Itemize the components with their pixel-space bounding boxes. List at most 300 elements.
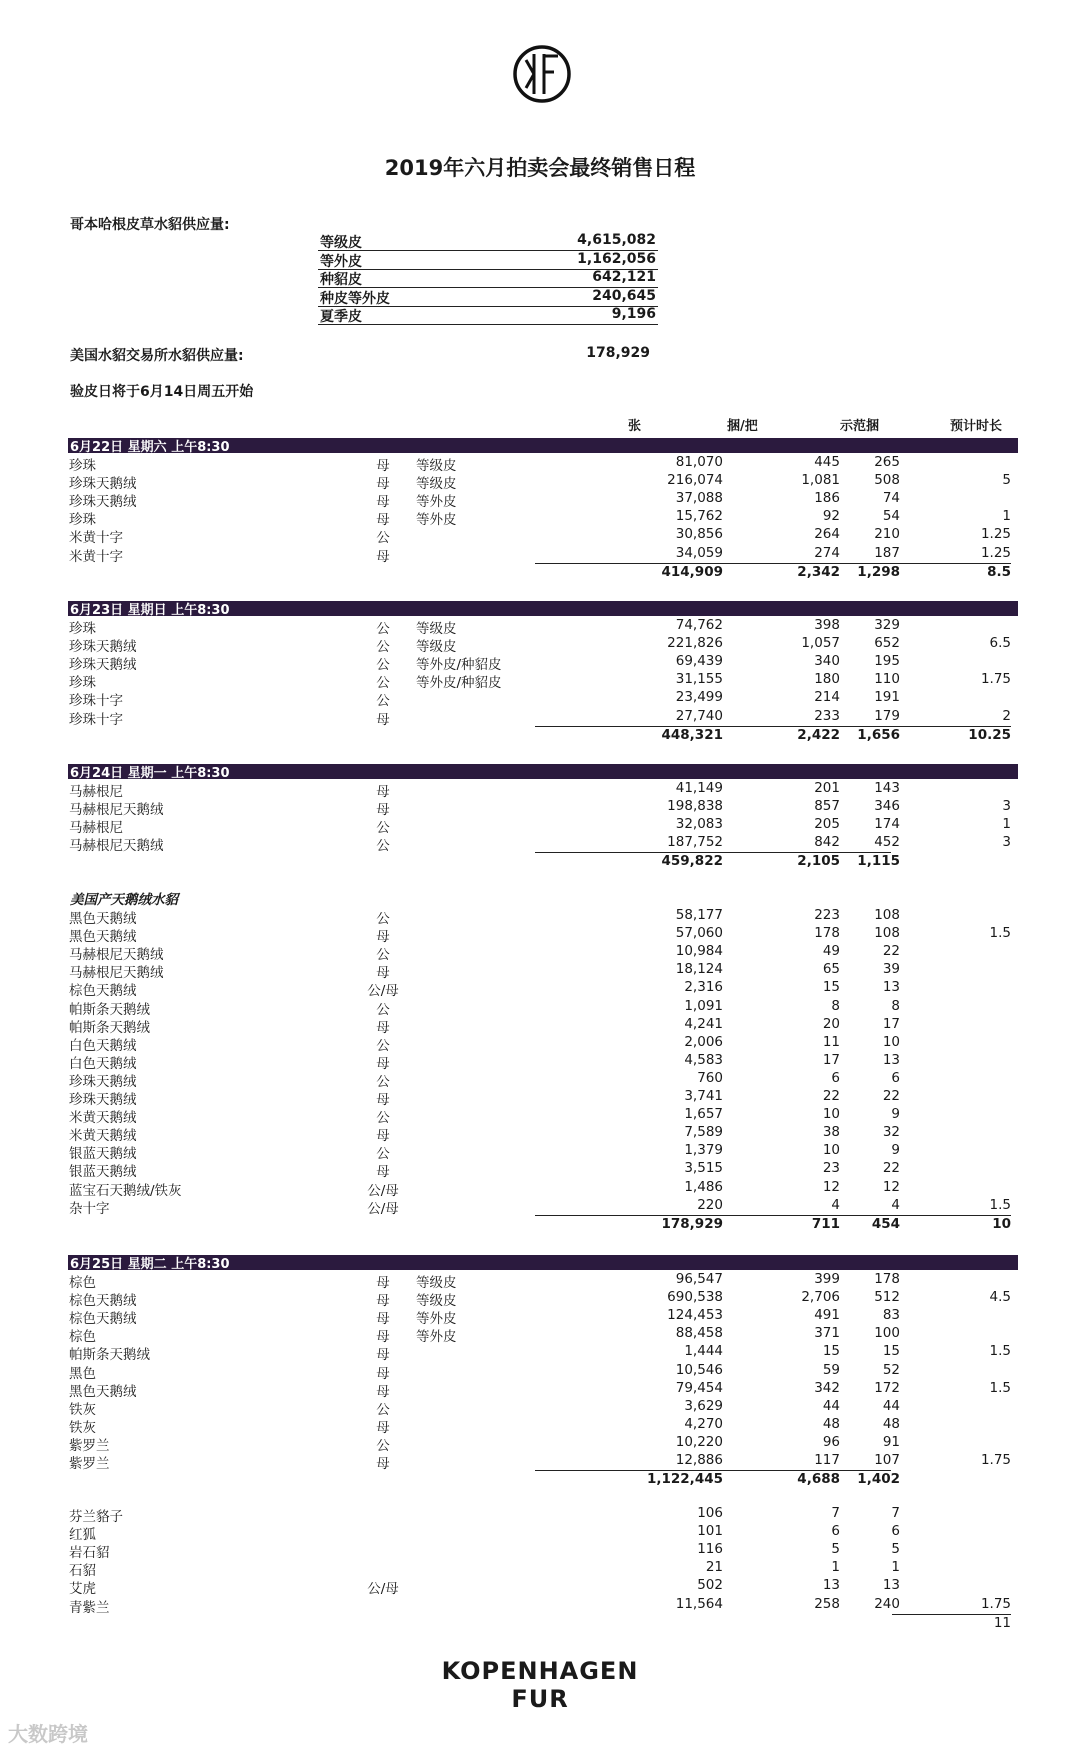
sex-cell: 公: [376, 1110, 390, 1127]
bundles-cell: 15: [822, 1343, 840, 1360]
show-bundles-cell: 110: [874, 671, 900, 688]
table-row: [68, 708, 1018, 726]
hours-cell: 1.25: [980, 526, 1011, 543]
skins-cell: 10,984: [675, 943, 723, 960]
supply-value: 642,121: [592, 269, 656, 285]
table-row: [68, 1088, 1018, 1106]
day-band-label: 6月23日 星期日 上午8:30: [70, 603, 230, 618]
type-cell: 石貂: [69, 1563, 96, 1580]
table-row: [68, 1434, 1018, 1452]
table-row: [68, 1505, 1018, 1523]
day-band-label: 6月24日 星期一 上午8:30: [70, 766, 230, 781]
table-row: [68, 617, 1018, 635]
skins-cell: 88,458: [675, 1325, 723, 1342]
skins-cell: 221,826: [667, 635, 723, 652]
skins-cell: 2,316: [684, 979, 723, 996]
show-bundles-cell: 329: [874, 617, 900, 633]
skins-cell: 101: [697, 1523, 723, 1540]
bundles-cell: 2,706: [801, 1289, 840, 1306]
skins-cell: 690,538: [667, 1289, 723, 1306]
hours-cell: 1.25: [980, 544, 1011, 561]
skins-cell: 1,379: [684, 1142, 723, 1159]
show-bundles-cell: 346: [874, 798, 900, 815]
total-bundles: 711: [811, 1215, 840, 1232]
sex-cell: 母: [376, 1329, 390, 1346]
hours-cell: 1.5: [989, 1379, 1011, 1396]
bundles-cell: 59: [822, 1361, 840, 1378]
hours-cell: 3: [1002, 834, 1011, 851]
total-bundles: 2,422: [797, 726, 840, 743]
sex-cell: 公: [376, 693, 390, 710]
hours-cell: 4.5: [989, 1289, 1011, 1306]
table-row: [68, 1160, 1018, 1181]
table-row: [68, 1016, 1018, 1034]
show-bundles-cell: 74: [882, 490, 900, 507]
show-bundles-cell: 44: [882, 1397, 900, 1414]
total-bundles: 2,342: [797, 563, 840, 580]
type-cell: 白色天鹅绒: [69, 1037, 137, 1054]
show-bundles-cell: 39: [882, 961, 900, 978]
sex-cell: 母: [376, 1019, 390, 1036]
bundles-cell: 201: [814, 780, 840, 796]
skins-cell: 15,762: [675, 508, 723, 525]
type-cell: 帕斯条天鹅绒: [69, 1019, 150, 1036]
skins-cell: 124,453: [667, 1307, 723, 1324]
table-row: [68, 1106, 1018, 1127]
bundles-cell: 10: [822, 1142, 840, 1159]
skins-cell: 57,060: [675, 925, 723, 942]
bundles-cell: 233: [814, 707, 840, 724]
table-row: [68, 526, 1018, 547]
total-row: [68, 727, 1018, 745]
type-cell: 芬兰貉子: [69, 1509, 123, 1525]
day-band-label: 6月22日 星期六 上午8:30: [70, 440, 230, 455]
sex-cell: 母: [376, 784, 390, 800]
type-cell: 棕色天鹅绒: [69, 1311, 137, 1328]
skins-cell: 4,270: [684, 1415, 723, 1432]
sex-cell: 母: [376, 1275, 390, 1291]
final-hours: 11: [993, 1614, 1011, 1631]
grade-cell: 等级皮: [416, 621, 457, 637]
table-row: [68, 1124, 1018, 1145]
show-bundles-cell: 6: [891, 1523, 900, 1540]
skins-cell: 187,752: [667, 834, 723, 851]
type-cell: 棕色: [69, 1329, 96, 1346]
table-row: [68, 1142, 1018, 1163]
hours-cell: 1: [1002, 508, 1011, 525]
skins-cell: 79,454: [675, 1379, 723, 1396]
skins-cell: 12,886: [675, 1452, 723, 1468]
grade-cell: 等外皮: [416, 1311, 457, 1328]
sex-cell: 公: [376, 1037, 390, 1054]
skins-cell: 96,547: [675, 1271, 723, 1287]
sex-cell: 公: [376, 1401, 390, 1418]
skins-cell: 31,155: [675, 671, 723, 688]
kopenhagen-fur-logo: [512, 44, 572, 104]
type-cell: 蓝宝石天鹅绒/铁灰: [69, 1182, 182, 1199]
type-cell: 珍珠天鹅绒: [69, 494, 137, 511]
supply-label: 哥本哈根皮草水貂供应量:: [70, 217, 230, 233]
table-row: [68, 1034, 1018, 1052]
type-cell: 帕斯条天鹅绒: [69, 1347, 150, 1364]
bundles-cell: 65: [822, 961, 840, 978]
total-bundles: 2,105: [797, 853, 840, 870]
table-row: [68, 454, 1018, 472]
supply-row: [318, 231, 658, 251]
bundles-cell: 7: [831, 1505, 840, 1521]
hours-cell: 3: [1002, 798, 1011, 815]
grade-cell: 等外皮/种貂皮: [416, 657, 502, 674]
supply-value: 4,615,082: [577, 232, 656, 248]
show-bundles-cell: 195: [874, 653, 900, 670]
skins-cell: 41,149: [675, 780, 723, 796]
sex-cell: 母: [376, 1092, 390, 1108]
show-bundles-cell: 52: [882, 1361, 900, 1378]
total-bundles: 4,688: [797, 1471, 840, 1488]
sex-cell: 母: [376, 1128, 390, 1145]
show-bundles-cell: 1: [891, 1559, 900, 1576]
show-bundles-cell: 7: [891, 1505, 900, 1521]
hours-cell: 2: [1002, 707, 1011, 724]
show-bundles-cell: 9: [891, 1106, 900, 1123]
sex-cell: 母: [376, 929, 390, 946]
show-bundles-cell: 5: [891, 1541, 900, 1558]
show-bundles-cell: 6: [891, 1069, 900, 1086]
show-bundles-cell: 9: [891, 1142, 900, 1159]
us-supply-label: 美国水貂交易所水貂供应量:: [70, 348, 244, 364]
type-cell: 米黄天鹅绒: [69, 1110, 137, 1127]
total-skins: 459,822: [661, 853, 723, 870]
type-cell: 珍珠天鹅绒: [69, 657, 137, 674]
supply-row: [318, 287, 658, 307]
bundles-cell: 6: [831, 1069, 840, 1086]
show-bundles-cell: 265: [874, 454, 900, 470]
bundles-cell: 223: [814, 907, 840, 923]
type-cell: 杂十字: [69, 1200, 110, 1217]
type-cell: 铁灰: [69, 1401, 96, 1418]
table-row: [68, 1380, 1018, 1398]
type-cell: 铁灰: [69, 1419, 96, 1436]
grade-cell: 等级皮: [416, 476, 457, 493]
sex-cell: 母: [376, 1311, 390, 1328]
bundles-cell: 12: [822, 1178, 840, 1195]
sex-cell: 公: [376, 838, 390, 855]
col-header-show: 示范捆: [840, 419, 880, 434]
table-row: [68, 1271, 1018, 1289]
show-bundles-cell: 4: [891, 1196, 900, 1213]
sex-cell: 母: [376, 1055, 390, 1072]
total-hours: 10: [992, 1215, 1011, 1232]
table-row: [68, 1289, 1018, 1310]
skins-cell: 11,564: [675, 1595, 723, 1612]
col-header-hours: 预计时长: [950, 419, 1003, 434]
total-show-bundles: 454: [871, 1215, 900, 1232]
footer-brand-line1: KOPENHAGEN: [441, 1657, 639, 1685]
skins-cell: 1,091: [684, 997, 723, 1014]
hours-cell: 1.5: [989, 1343, 1011, 1360]
type-cell: 米黄天鹅绒: [69, 1128, 137, 1145]
supply-row: [318, 268, 658, 288]
sex-cell: 公/母: [367, 983, 399, 1000]
type-cell: 白色天鹅绒: [69, 1055, 137, 1072]
show-bundles-cell: 178: [874, 1271, 900, 1287]
supply-name: 等级皮: [320, 235, 362, 251]
supply-value: 240,645: [592, 287, 656, 304]
table-row: [68, 780, 1018, 798]
show-bundles-cell: 8: [891, 997, 900, 1014]
table-row: [68, 1307, 1018, 1328]
hours-cell: 1.5: [989, 925, 1011, 942]
inspection-note: 验皮日将于6月14日周五开始: [70, 384, 254, 400]
hours-cell: 5: [1002, 472, 1011, 489]
table-row: [68, 834, 1018, 855]
table-row: [68, 1452, 1018, 1470]
table-row: [68, 689, 1018, 710]
bundles-cell: 20: [822, 1015, 840, 1032]
sex-cell: 公: [376, 1001, 390, 1018]
sex-cell: 公: [376, 1073, 390, 1090]
type-cell: 马赫根尼天鹅绒: [69, 838, 164, 855]
bundles-cell: 15: [822, 979, 840, 996]
show-bundles-cell: 107: [874, 1452, 900, 1468]
hours-cell: 1.75: [980, 671, 1011, 688]
sex-cell: 公: [376, 820, 390, 837]
col-header-skins: 张: [628, 419, 642, 434]
show-bundles-cell: 452: [874, 834, 900, 851]
bundles-cell: 178: [814, 925, 840, 942]
bundles-cell: 340: [814, 653, 840, 670]
skins-cell: 34,059: [675, 544, 723, 561]
type-cell: 岩石貂: [69, 1545, 110, 1562]
table-row: [68, 1559, 1018, 1580]
show-bundles-cell: 512: [874, 1289, 900, 1306]
table-row: [68, 961, 1018, 982]
sex-cell: 公: [376, 1437, 390, 1454]
table-row: [68, 1070, 1018, 1088]
day-band: [68, 601, 1018, 616]
type-cell: 红狐: [69, 1527, 96, 1544]
type-cell: 紫罗兰: [69, 1437, 110, 1454]
skins-cell: 1,657: [684, 1106, 723, 1123]
sex-cell: 公: [376, 530, 390, 547]
skins-cell: 3,515: [684, 1160, 723, 1177]
show-bundles-cell: 15: [882, 1343, 900, 1360]
grade-cell: 等级皮: [416, 458, 457, 474]
type-cell: 紫罗兰: [69, 1456, 110, 1472]
sex-cell: 公: [376, 1146, 390, 1163]
supply-row: [318, 250, 658, 270]
supply-name: 等外皮: [320, 253, 362, 270]
total-skins: 178,929: [661, 1215, 723, 1232]
table-row: [68, 472, 1018, 493]
skins-cell: 3,741: [684, 1088, 723, 1104]
type-cell: 黑色天鹅绒: [69, 1383, 137, 1400]
bundles-cell: 258: [814, 1595, 840, 1612]
bundles-cell: 205: [814, 816, 840, 833]
total-skins: 414,909: [661, 563, 723, 580]
us-supply-value: 178,929: [586, 345, 650, 361]
show-bundles-cell: 32: [882, 1124, 900, 1141]
type-cell: 棕色天鹅绒: [69, 1293, 137, 1310]
sex-cell: 公/母: [367, 1200, 399, 1217]
show-bundles-cell: 108: [874, 907, 900, 923]
bundles-cell: 445: [814, 454, 840, 470]
grade-cell: 等外皮/种貂皮: [416, 675, 502, 692]
type-cell: 珍珠天鹅绒: [69, 639, 137, 656]
skins-cell: 106: [697, 1505, 723, 1521]
table-row: [68, 671, 1018, 692]
page-title: 2019年六月拍卖会最终销售日程: [384, 156, 696, 180]
show-bundles-cell: 240: [874, 1595, 900, 1612]
bundles-cell: 92: [822, 508, 840, 525]
sex-cell: 公: [376, 621, 390, 637]
sex-cell: 公: [376, 657, 390, 674]
total-row: [68, 1471, 1018, 1489]
bundles-cell: 491: [814, 1307, 840, 1324]
show-bundles-cell: 174: [874, 816, 900, 833]
type-cell: 银蓝天鹅绒: [69, 1164, 137, 1181]
table-row: [68, 907, 1018, 925]
total-show-bundles: 1,115: [857, 853, 900, 870]
day-band: [68, 764, 1018, 779]
skins-cell: 27,740: [675, 707, 723, 724]
bundles-cell: 10: [822, 1106, 840, 1123]
bundles-cell: 1,057: [801, 635, 840, 652]
total-row: [68, 1216, 1018, 1234]
hours-cell: 1.5: [989, 1196, 1011, 1213]
table-row: [68, 1577, 1018, 1598]
type-cell: 银蓝天鹅绒: [69, 1146, 137, 1163]
supply-value: 9,196: [611, 306, 656, 322]
sex-cell: 母: [376, 1383, 390, 1400]
grade-cell: 等级皮: [416, 1293, 457, 1310]
skins-cell: 32,083: [675, 816, 723, 833]
sex-cell: 母: [376, 1419, 390, 1436]
sex-cell: 母: [376, 512, 390, 529]
sex-cell: 母: [376, 1293, 390, 1310]
supply-name: 种貂皮: [320, 272, 362, 288]
type-cell: 珍珠十字: [69, 693, 123, 710]
table-row: [68, 653, 1018, 674]
supply-value: 1,162,056: [577, 250, 656, 267]
table-row: [68, 998, 1018, 1016]
bundles-cell: 264: [814, 526, 840, 543]
supply-name: 夏季皮: [320, 309, 362, 325]
bundles-cell: 342: [814, 1379, 840, 1396]
type-cell: 珍珠天鹅绒: [69, 1092, 137, 1108]
table-row: [68, 1362, 1018, 1380]
type-cell: 珍珠: [69, 458, 96, 474]
col-header-bundles: 捆/把: [727, 419, 758, 434]
sex-cell: 母: [376, 965, 390, 982]
table-row: [68, 1052, 1018, 1070]
skins-cell: 4,583: [684, 1051, 723, 1068]
grade-cell: 等外皮: [416, 512, 457, 529]
total-hours: 10.25: [968, 726, 1011, 743]
bundles-cell: 1: [831, 1559, 840, 1576]
total-skins: 1,122,445: [646, 1471, 723, 1488]
skins-cell: 37,088: [675, 490, 723, 507]
type-cell: 珍珠天鹅绒: [69, 476, 137, 493]
table-row: [68, 1398, 1018, 1416]
sex-cell: 公: [376, 639, 390, 656]
show-bundles-cell: 83: [882, 1307, 900, 1324]
hours-cell: 1.75: [980, 1595, 1011, 1612]
type-cell: 帕斯条天鹅绒: [69, 1001, 150, 1018]
sex-cell: 公/母: [367, 1182, 399, 1199]
sex-cell: 母: [376, 548, 390, 565]
type-cell: 青紫兰: [69, 1599, 110, 1616]
table-row: [68, 1541, 1018, 1562]
bundles-cell: 180: [814, 671, 840, 688]
bundles-cell: 398: [814, 617, 840, 633]
skins-cell: 198,838: [667, 798, 723, 815]
bundles-cell: 4: [831, 1196, 840, 1213]
sex-cell: 母: [376, 802, 390, 819]
show-bundles-cell: 191: [874, 689, 900, 706]
skins-cell: 74,762: [675, 617, 723, 633]
sex-cell: 母: [376, 1456, 390, 1472]
type-cell: 黑色天鹅绒: [69, 929, 137, 946]
table-row: [68, 943, 1018, 964]
bundles-cell: 38: [822, 1124, 840, 1141]
show-bundles-cell: 179: [874, 707, 900, 724]
bundles-cell: 6: [831, 1523, 840, 1540]
show-bundles-cell: 172: [874, 1379, 900, 1396]
show-bundles-cell: 22: [882, 1160, 900, 1177]
show-bundles-cell: 187: [874, 544, 900, 561]
skins-cell: 7,589: [684, 1124, 723, 1141]
skins-cell: 220: [697, 1196, 723, 1213]
table-row: [68, 798, 1018, 819]
type-cell: 珍珠: [69, 675, 96, 692]
sex-cell: 母: [376, 476, 390, 493]
type-cell: 米黄十字: [69, 530, 123, 547]
grade-cell: 等级皮: [416, 639, 457, 656]
bundles-cell: 17: [822, 1051, 840, 1068]
bundles-cell: 842: [814, 834, 840, 851]
table-row: [68, 1343, 1018, 1364]
hours-cell: 1.75: [980, 1452, 1011, 1468]
hours-cell: 1: [1002, 816, 1011, 833]
table-row: [68, 545, 1018, 563]
type-cell: 棕色天鹅绒: [69, 983, 137, 1000]
bundles-cell: 274: [814, 544, 840, 561]
sex-cell: 公: [376, 675, 390, 692]
show-bundles-cell: 108: [874, 925, 900, 942]
show-bundles-cell: 508: [874, 472, 900, 489]
sex-cell: 母: [376, 1365, 390, 1382]
show-bundles-cell: 12: [882, 1178, 900, 1195]
table-row: [68, 1416, 1018, 1434]
sex-cell: 公: [376, 947, 390, 964]
final-hours-row: [68, 1615, 1018, 1633]
bundles-cell: 5: [831, 1541, 840, 1558]
skins-cell: 30,856: [675, 526, 723, 543]
section-subtitle: 美国产天鹅绒水貂: [70, 892, 178, 908]
sex-cell: 公: [376, 911, 390, 927]
grade-cell: 等级皮: [416, 1275, 457, 1291]
bundles-cell: 48: [822, 1415, 840, 1432]
skins-cell: 81,070: [675, 454, 723, 470]
skins-cell: 58,177: [675, 907, 723, 923]
bundles-cell: 1,081: [801, 472, 840, 489]
table-row: [68, 1197, 1018, 1215]
show-bundles-cell: 22: [882, 943, 900, 960]
bundles-cell: 23: [822, 1160, 840, 1177]
skins-cell: 3,629: [684, 1397, 723, 1414]
sex-cell: 公/母: [367, 1581, 399, 1598]
